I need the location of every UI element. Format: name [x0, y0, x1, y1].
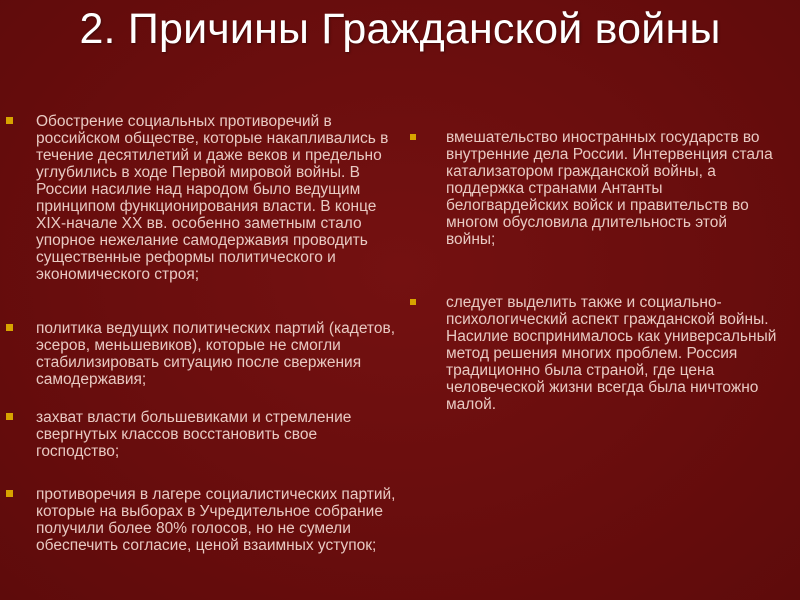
list-item-text: политика ведущих политических партий (кадетов, эсеров, меньшевиков), которые не смогли стабилизировать ситуацию после свержения самодержавия; — [36, 320, 396, 388]
list-item-text: противоречия в лагере социалистических партий, которые на выборах в Учредительное собрание получили более 80% голосов, но не сумели обеспечить согласие, ценой взаимных уступок; — [36, 486, 396, 554]
list-item — [410, 294, 780, 413]
square-bullet-icon — [6, 490, 13, 497]
square-bullet-icon — [6, 324, 13, 331]
square-bullet-icon — [410, 299, 416, 305]
list-item-text: Обострение социальных противоречий в российском обществе, которые накапливались в течение десятилетий и даже веков и предельно углубились в ходе Первой мировой войны. В России насилие над народом было ведущим принципом функционирования власти. В конце XIX-начале XX вв. особенно заметным стало упорное нежелание самодержавия проводить существенные реформы политического и экономического строя; — [36, 113, 389, 283]
list-item-text: вмешательство иностранных государств во внутренние дела России. Интервенция стала катализатором гражданской войны, а поддержка странами Антанты белогвардейских войск и правительств во многом обусловила длительность этой войны; — [446, 129, 773, 248]
list-item — [6, 320, 398, 388]
list-item — [6, 486, 398, 554]
list-item — [6, 113, 398, 283]
slide-title: 2. Причины Гражданской войны — [79, 5, 721, 53]
list-item — [6, 409, 398, 460]
list-item-text: следует выделить также и социально-психологический аспект гражданской войны. Насилие воспринималось как универсальный метод решения многих проблем. Россия традиционно была страной, где цена человеческой жизни всегда была ничтожно малой. — [446, 294, 777, 413]
square-bullet-icon — [6, 117, 13, 124]
list-item-text: захват власти большевиками и стремление свергнутых классов восстановить свое господство; — [36, 409, 352, 460]
square-bullet-icon — [410, 134, 416, 140]
list-item — [410, 129, 780, 248]
square-bullet-icon — [6, 413, 13, 420]
